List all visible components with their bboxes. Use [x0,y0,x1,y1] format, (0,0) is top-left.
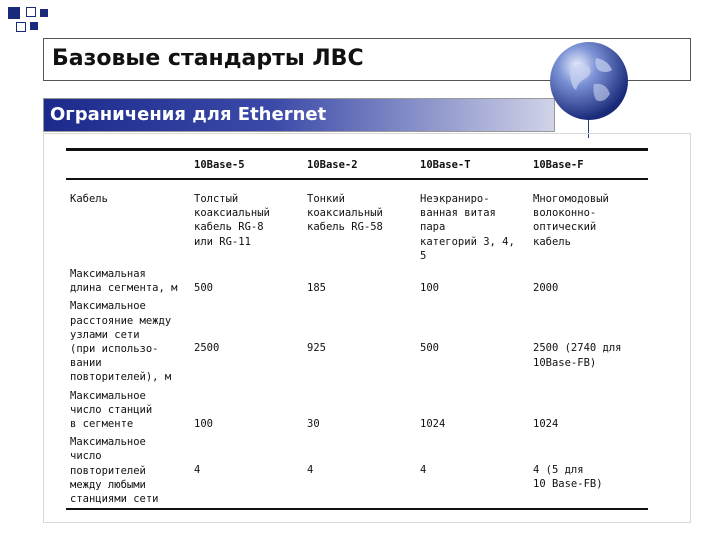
table-cell: 1024 [420,417,446,430]
table-cell: 4 [194,464,201,477]
header-cell: 10Base-5 [194,159,245,171]
table-cell: Толстый коаксиальный кабель RG-8 или RG-11 [194,193,270,248]
table-row [66,297,648,386]
table-cell: 4 [307,464,314,477]
page-title: Базовые стандарты ЛВС [52,46,364,71]
table-cell: 500 [194,282,213,295]
row-label: Максимальное число станций в сегменте [70,389,153,431]
corner-square-5 [30,22,38,30]
ethernet-limits-table [66,148,648,510]
table-row [66,433,648,509]
table-cell: 100 [420,282,439,295]
table-cell: 100 [194,417,213,430]
corner-square-2 [26,7,36,17]
table-header-row [66,150,648,180]
row-label: Максимальное число повторителей между любыми станциями сети [70,436,159,506]
table-cell: Тонкий коаксиальный кабель RG-58 [307,193,383,234]
table-cell: 1024 [533,417,559,430]
row-label: Максимальное расстояние между узлами сети (при использо- вании повторителей), м [70,300,172,384]
table-cell: 925 [307,342,326,355]
globe-icon [548,40,630,122]
header-cell [66,150,190,180]
table-cell: Неэкраниро- ванная витая пара категорий 3, 4, 5 [420,193,515,262]
table-cell: Многомодовый волоконно- оптический кабель [533,193,609,248]
row-label: Максимальная длина сегмента, м [70,268,178,295]
table-cell: 500 [420,342,439,355]
subtitle: Ограничения для Ethernet [50,104,327,125]
spacer-row [66,179,648,190]
table-row [66,265,648,297]
table-cell: 2000 [533,282,559,295]
table-cell: 4 (5 для 10 Base-FB) [533,464,603,491]
table-row [66,190,648,265]
table-row [66,387,648,434]
table-cell: 2500 [194,342,220,355]
corner-square-3 [40,9,48,17]
header-cell: 10Base-2 [307,159,358,171]
header-cell: 10Base-T [420,159,471,171]
row-label: Кабель [70,193,108,205]
corner-square-1 [8,7,20,19]
table-cell: 30 [307,417,320,430]
table-cell: 185 [307,282,326,295]
corner-square-4 [16,22,26,32]
header-cell: 10Base-F [533,159,584,171]
table-cell: 4 [420,464,427,477]
table-cell: 2500 (2740 для 10Base-FB) [533,342,622,369]
